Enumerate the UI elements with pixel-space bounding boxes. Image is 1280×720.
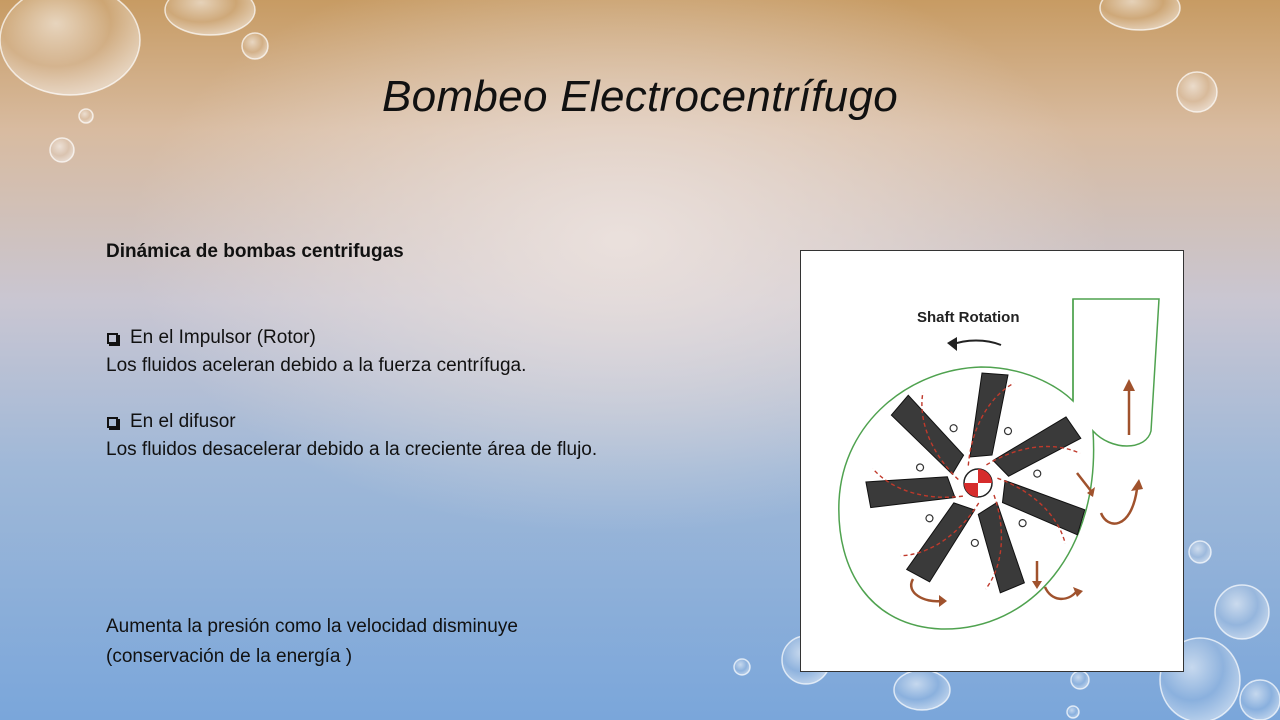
hollow-square-bullet-icon xyxy=(107,417,118,428)
bullet-text: Los fluidos desacelerar debido a la creciente área de flujo. xyxy=(106,439,598,460)
bullet-text: Los fluidos aceleran debido a la fuerza centrífuga. xyxy=(106,355,527,376)
rotation-arrow-icon xyxy=(951,341,1001,346)
section-subtitle: Dinámica de bombas centrifugas xyxy=(106,241,404,262)
centrifugal-pump-diagram xyxy=(800,250,1184,672)
bullet-heading: En el difusor xyxy=(130,411,236,432)
bullet-item xyxy=(106,408,766,464)
conclusion-text xyxy=(106,612,766,672)
bullet-item xyxy=(106,324,766,380)
shaft-hub-icon xyxy=(964,469,992,497)
impeller-blades xyxy=(864,373,1087,595)
bullet-heading: En el Impulsor (Rotor) xyxy=(130,327,316,348)
shaft-rotation-label: Shaft Rotation xyxy=(917,309,1020,326)
hollow-square-bullet-icon xyxy=(107,333,118,344)
conclusion-line: Aumenta la presión como la velocidad disminuye xyxy=(106,616,518,637)
slide-title: Bombeo Electrocentrífugo xyxy=(382,72,898,121)
slide-body xyxy=(106,238,766,464)
conclusion-line: (conservación de la energía ) xyxy=(106,646,353,667)
